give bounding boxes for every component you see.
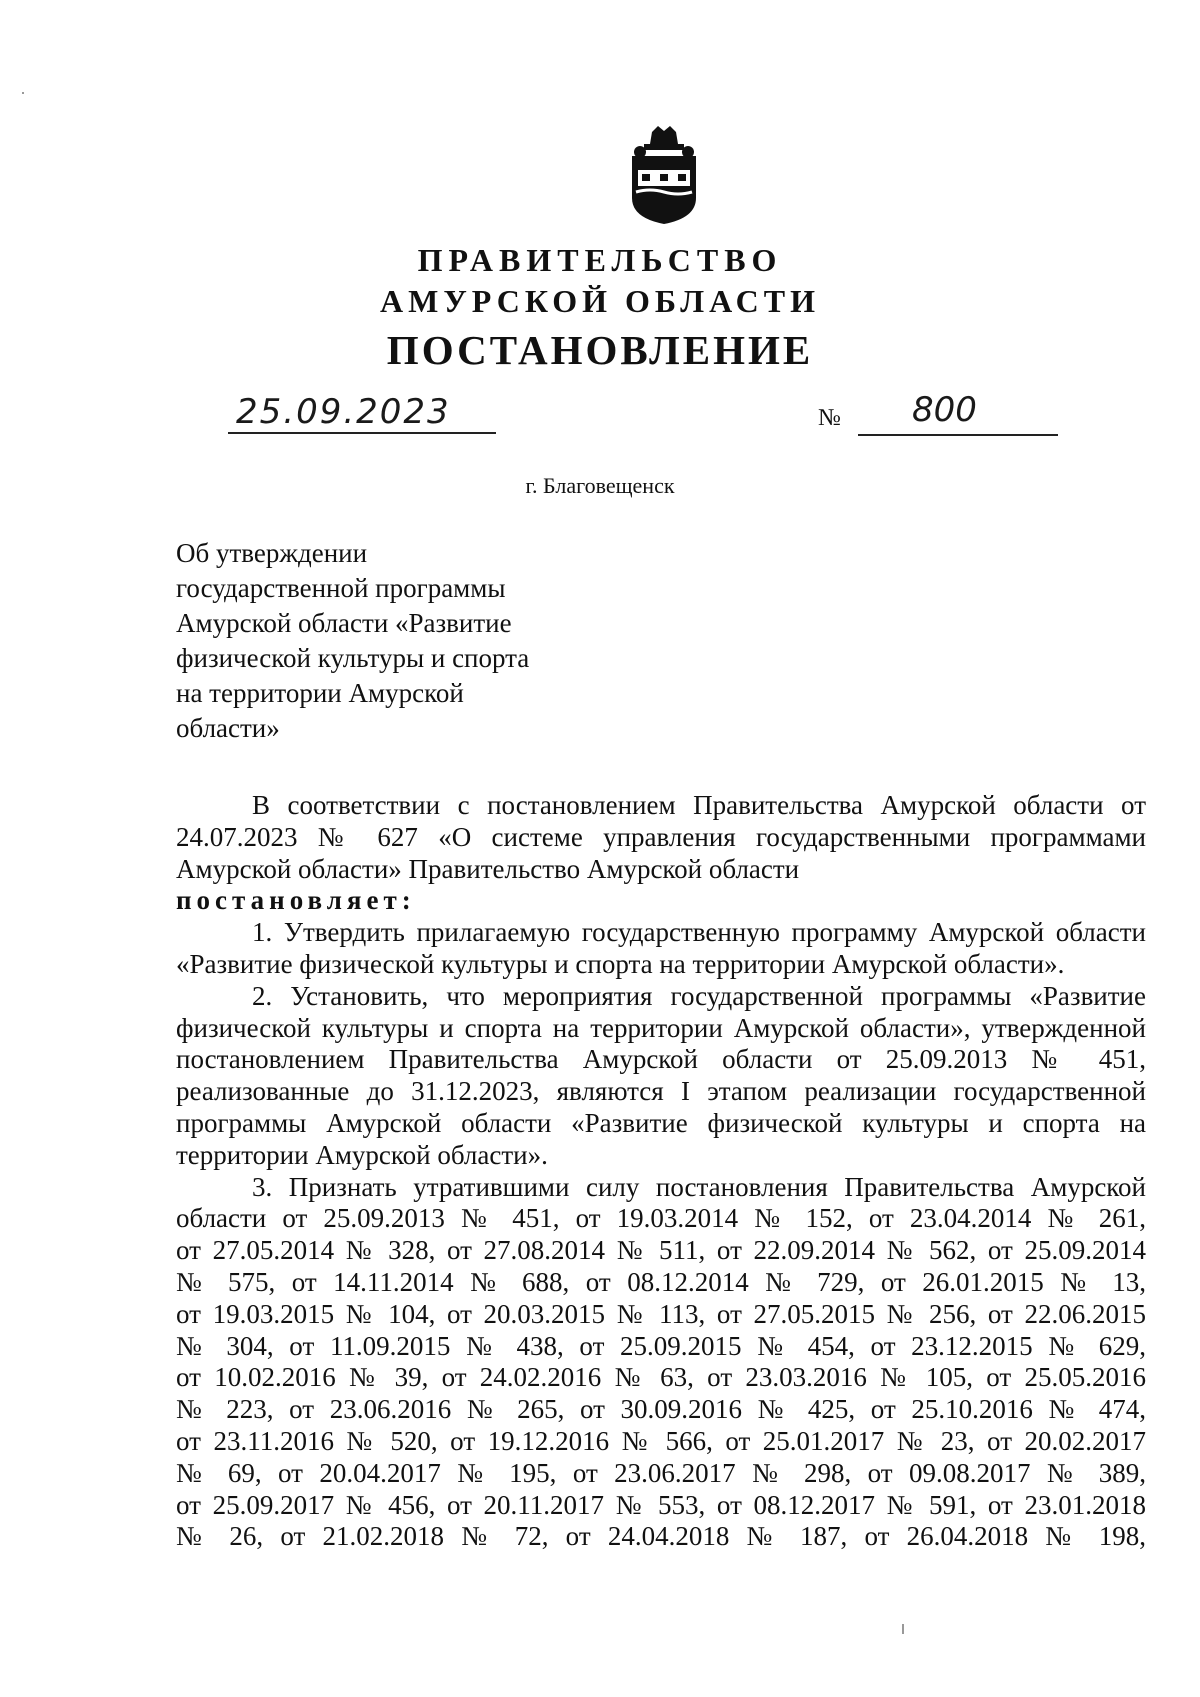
subject-line: физической культуры и спорта [176,643,530,673]
item3-line: от 25.09.2017 № 456, от 20.11.2017 № 553, от 08.12.2017 № 591, от 23.01.2018 [176,1489,1146,1520]
coat-of-arms-icon [622,126,706,226]
item3-line: № 26, от 21.02.2018 № 72, от 24.04.2018 № 187, от 26.04.2018 № 198, [176,1521,1146,1552]
item1-line: «Развитие физической культуры и спорта на территории Амурской области». [176,948,1065,979]
document-type: ПОСТАНОВЛЕНИЕ [386,327,814,373]
subject-line: государственной программы [176,573,506,603]
item3-line: от 19.03.2015 № 104, от 20.03.2015 № 113, от 27.05.2015 № 256, от 22.06.2015 [176,1298,1146,1329]
document-body [176,790,1146,1553]
item2-line: постановлением Правительства Амурской области от 25.09.2013 № 451, [176,1044,1146,1075]
item1-line: 1. Утвердить прилагаемую государственную программу Амурской области [252,917,1146,948]
item2-line: 2. Установить, что мероприятия государственной программы «Развитие [252,980,1146,1011]
subject-line: Об утверждении [176,538,368,568]
preamble-line: В соответствии с постановлением Правительства Амурской области от [252,790,1146,820]
item2-line: территории Амурской области». [176,1139,548,1170]
item3-line: от 23.11.2016 № 520, от 19.12.2016 № 566, от 25.01.2017 № 23, от 20.02.2017 [176,1425,1146,1456]
preamble-line: Амурской области» Правительство Амурской области [176,853,800,884]
subject-line: на территории Амурской [176,678,464,708]
item3-line: от 27.05.2014 № 328, от 27.08.2014 № 511, от 22.09.2014 № 562, от 25.09.2014 [176,1235,1146,1266]
document-date: 25.09.2023 [228,392,496,434]
scan-mark [22,92,24,94]
subject-line: области» [176,713,280,743]
subject-line: Амурской области «Развитие [176,608,512,638]
item2-line: физической культуры и спорта на территории Амурской области», утвержденной [176,1012,1146,1043]
item3-line: № 223, от 23.06.2016 № 265, от 30.09.2016 № 425, от 25.10.2016 № 474, [176,1394,1146,1425]
item3-line: 3. Признать утратившими силу постановления Правительства Амурской [252,1171,1146,1202]
preamble-line: 24.07.2023 № 627 «О системе управления государственными программами [176,821,1146,852]
item3-line: № 69, от 20.04.2017 № 195, от 23.06.2017 № 298, от 09.08.2017 № 389, [176,1457,1146,1488]
item3-line: № 304, от 11.09.2015 № 438, от 25.09.2015 № 454, от 23.12.2015 № 629, [176,1330,1146,1361]
org-name-line1: ПРАВИТЕЛЬСТВО [417,242,783,278]
item3-line: № 575, от 14.11.2014 № 688, от 08.12.2014 № 729, от 26.01.2015 № 13, [176,1266,1146,1297]
item2-line: реализованные до 31.12.2023, являются I этапом реализации государственной [176,1076,1146,1107]
document-subject [176,536,596,746]
resolves-word: постановляет: [176,885,416,916]
document-number: 800 [912,390,977,430]
item3-line: от 10.02.2016 № 39, от 24.02.2016 № 63, от 23.03.2016 № 105, от 25.05.2016 [176,1362,1146,1393]
city: г. Благовещенск [525,473,675,498]
item2-line: программы Амурской области «Развитие физической культуры и спорта на [176,1107,1146,1138]
org-name-line2: АМУРСКОЙ ОБЛАСТИ [380,283,820,319]
scan-mark [902,1624,904,1634]
number-sign: № [818,405,841,431]
item3-line: области от 25.09.2013 № 451, от 19.03.2014 № 152, от 23.04.2014 № 261, [176,1203,1146,1234]
